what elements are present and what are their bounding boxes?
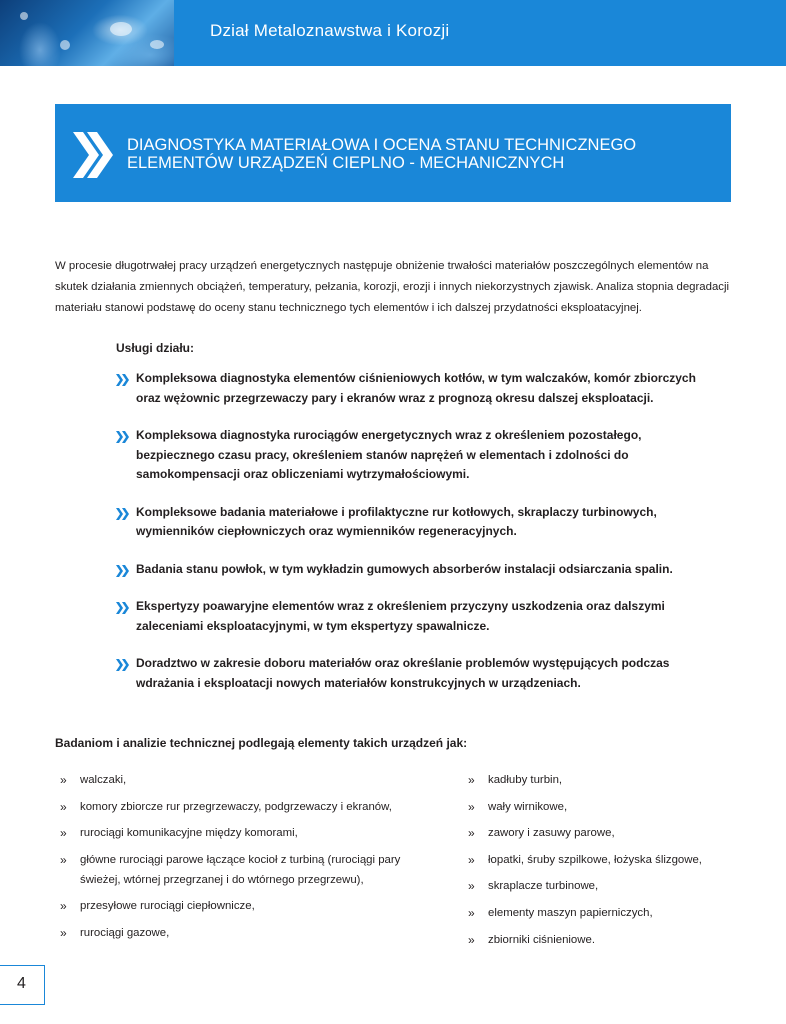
list-item	[60, 797, 430, 817]
list-item-text: łopatki, śruby szpilkowe, łożyska ślizgowe,	[488, 853, 702, 866]
list-item	[468, 930, 758, 950]
list-item-text: zbiorniki ciśnieniowe.	[488, 933, 595, 946]
list-item-text: kadłuby turbin,	[488, 774, 563, 786]
page-number-box	[0, 965, 45, 1005]
chevron-bullet-icon	[116, 508, 131, 520]
list-item	[60, 896, 430, 916]
double-chevron-icon	[73, 132, 115, 178]
section-title: Dział Metaloznawstwa i Korozji	[210, 21, 450, 40]
chevron-bullet-icon	[116, 565, 131, 577]
service-item-text: Kompleksowa diagnostyka elementów ciśnieniowych kotłów, w tym walczaków, komór zbiorczych oraz wężownic przegrzewaczy pary i ekranów wraz z prognozą okresu dalszej eksploatacji.	[136, 371, 696, 405]
list-bullet: »	[468, 879, 475, 894]
list-bullet: »	[60, 826, 67, 841]
list-bullet: »	[468, 826, 475, 841]
list-item-text: rurociągi komunikacyjne między komorami,	[80, 827, 298, 840]
service-item	[116, 503, 696, 542]
list-bullet: »	[60, 773, 67, 787]
elements-list-right	[468, 770, 758, 956]
list-item-text: główne rurociągi parowe łączące kocioł z turbiną (rurociągi pary świeżej, wtórnej przegrzanej i do wtórnego przegrzewu),	[80, 853, 401, 886]
list-bullet: »	[60, 852, 67, 867]
service-item	[116, 560, 696, 580]
service-item	[116, 597, 696, 636]
header-water-image	[0, 0, 174, 66]
list-item	[468, 770, 758, 790]
service-item	[116, 426, 696, 485]
list-bullet: »	[60, 899, 67, 914]
list-item-text: przesyłowe rurociągi ciepłownicze,	[80, 900, 255, 913]
service-item	[116, 654, 696, 693]
banner-title-line-2: ELEMENTÓW URZĄDZEŃ CIEPLNO - MECHANICZNYCH	[127, 154, 565, 172]
page-number: 4	[17, 975, 26, 992]
list-item	[60, 823, 430, 843]
chevron-bullet-icon	[116, 374, 131, 386]
list-item	[468, 850, 758, 870]
services-heading: Usługi działu:	[116, 341, 194, 355]
list-bullet: »	[468, 852, 475, 867]
list-item-text: skraplacze turbinowe,	[488, 880, 599, 893]
service-item-text: Ekspertyzy poawaryjne elementów wraz z określeniem przyczyny uszkodzenia oraz dalszymi zaleceniami eksploatacyjnymi, w tym ekspertyzy spawalnicze.	[136, 599, 665, 633]
title-banner	[55, 104, 731, 202]
list-item	[60, 923, 430, 943]
chevron-bullet-icon	[116, 431, 131, 443]
chevron-bullet-icon	[116, 659, 131, 671]
list-bullet: »	[468, 799, 475, 814]
elements-list-left	[60, 770, 430, 950]
list-bullet: »	[468, 773, 475, 787]
service-item-text: Kompleksowe badania materiałowe i profilaktyczne rur kotłowych, skraplaczy turbinowych, wymienników ciepłowniczych oraz wymienników regeneracyjnych.	[136, 504, 657, 538]
list-bullet: »	[60, 799, 67, 814]
list-item-text: wały wirnikowe,	[488, 800, 568, 813]
list-item-text: zawory i zasuwy parowe,	[488, 827, 615, 840]
services-list	[116, 369, 696, 711]
list-item	[468, 797, 758, 817]
list-item	[60, 770, 430, 790]
list-item-text: walczaki,	[80, 774, 127, 786]
list-bullet: »	[60, 925, 67, 940]
service-item-text: Kompleksowa diagnostyka rurociągów energetycznych wraz z określeniem pozostałego, bezpiecznego czasu pracy, określeniem stanów naprężeń w elementach i zdolności do samokompensacji oraz obliczeniami wytrzymałościowymi.	[136, 428, 642, 481]
intro-paragraph: W procesie długotrwałej pracy urządzeń energetycznych następuje obniżenie trwałości materiałów poszczególnych elementów na skutek działania zmiennych obciążeń, temperatury, pełzania, korozji, erozji i innych niekorzystnych zjawisk. Analiza stopnia degradacji materiału stanowi podstawę do oceny stanu technicznego tych elementów i ich dalszej przydatności eksploatacyjnej.	[55, 260, 730, 314]
service-item-text: Doradztwo w zakresie doboru materiałów oraz określanie problemów występujących podczas wdrażania i eksploatacji nowych materiałów konstrukcyjnych w urządzeniach.	[136, 656, 670, 690]
banner-title-line-1: DIAGNOSTYKA MATERIAŁOWA I OCENA STANU TECHNICZNEGO	[127, 136, 637, 154]
list-item	[468, 823, 758, 843]
service-item	[116, 369, 696, 408]
list-bullet: »	[468, 905, 475, 920]
list-item	[468, 903, 758, 923]
banner-title	[127, 136, 717, 172]
list-item-text: rurociągi gazowe,	[80, 926, 170, 939]
list-item-text: elementy maszyn papierniczych,	[488, 906, 653, 919]
list-item	[60, 850, 430, 890]
list-item	[468, 876, 758, 896]
service-item-text: Badania stanu powłok, w tym wykładzin gumowych absorberów instalacji odsiarczania spalin.	[136, 561, 673, 576]
list-bullet: »	[468, 932, 475, 947]
chevron-bullet-icon	[116, 602, 131, 614]
elements-heading: Badaniom i analizie technicznej podlegają elementy takich urządzeń jak:	[55, 736, 468, 750]
list-item-text: komory zbiorcze rur przegrzewaczy, podgrzewaczy i ekranów,	[80, 800, 392, 813]
